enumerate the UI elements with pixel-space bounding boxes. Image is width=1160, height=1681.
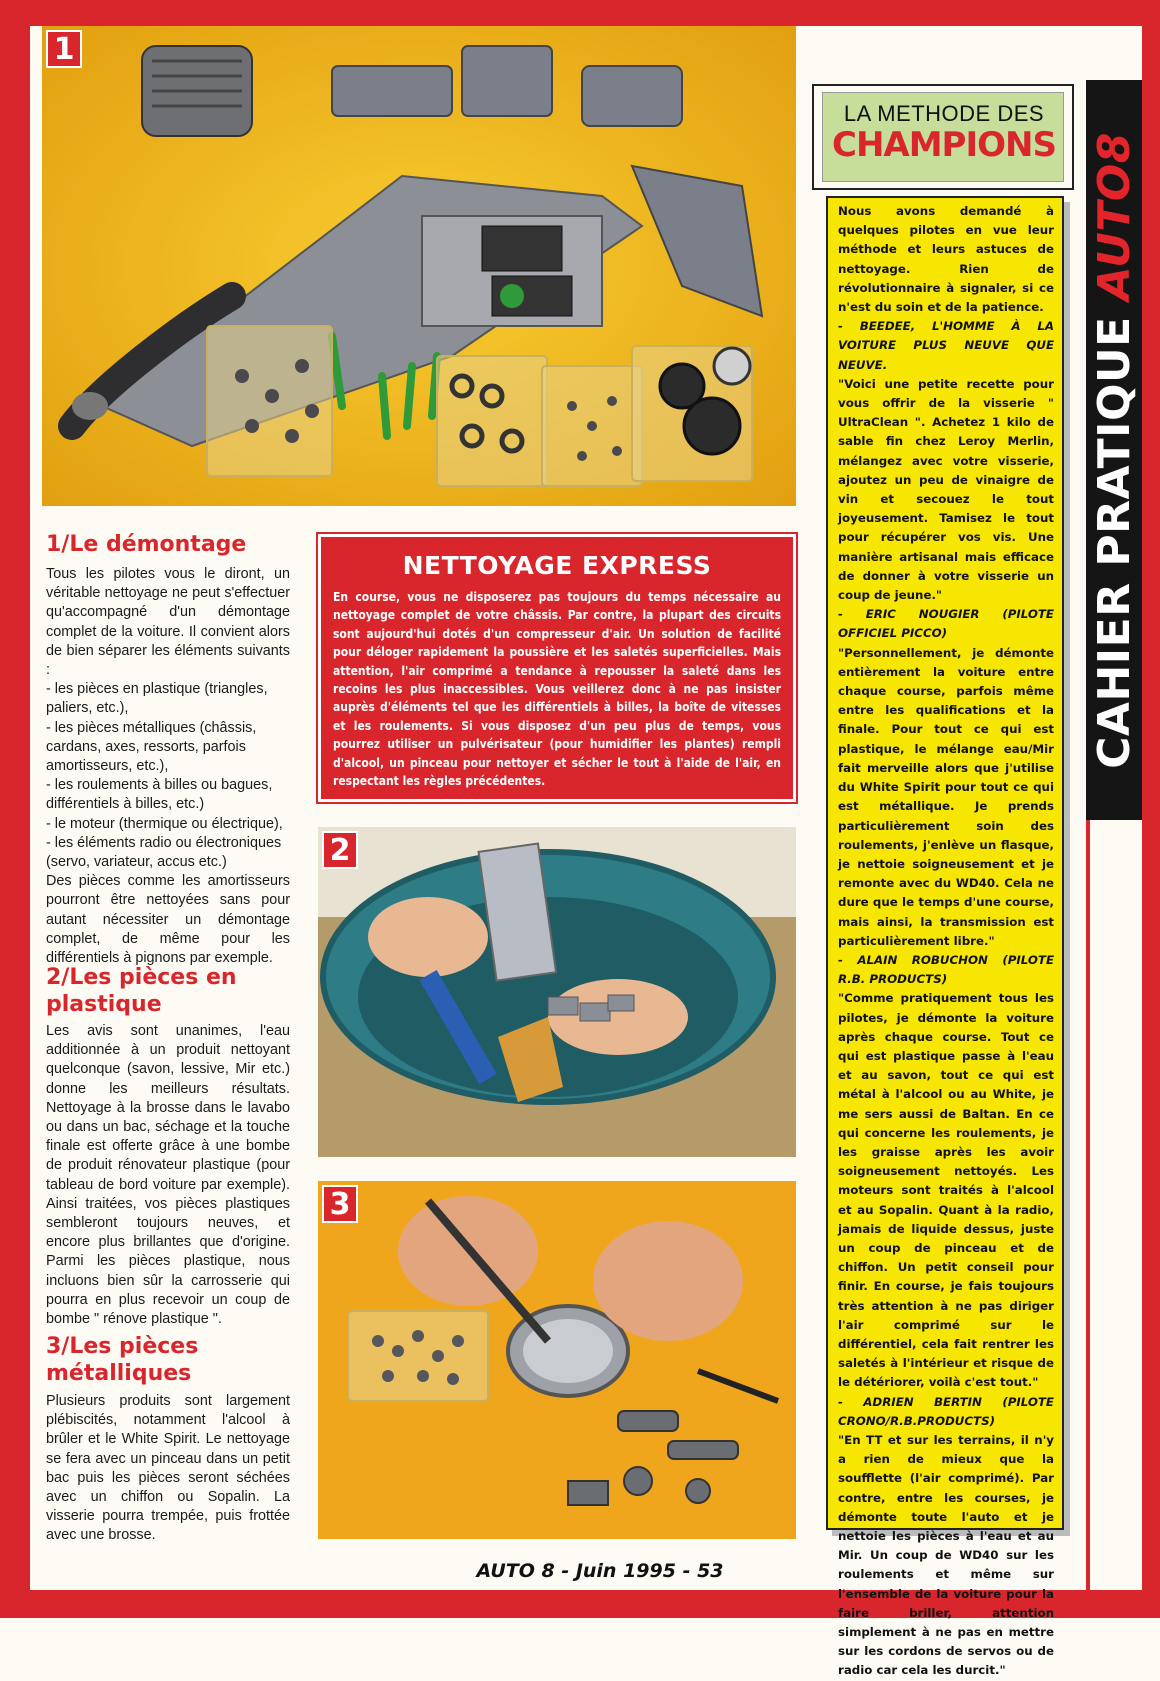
left-red-border [0,0,30,1618]
section-2-body: Les avis sont unanimes, l'eau additionnée à un produit nettoyant quelconque (savon, lessive, Mir etc.) donne les meilleurs résultats. Nettoyage à la brosse dans le lavabo ou dans un bac, séchage et la touche finale est offerte grâce à une bombe de produit rénovateur plastique (pour tableau de bord voiture par exemple). Ainsi traitées, vos pièces plastiques sembleront toujours neuves, et encore plus brillantes que d'origine. Parmi les pièces plastique, nous incluons bien sûr la carrosserie qui pourra en plus recevoir un coup de bombe " rénove plastique ". [46,1023,290,1328]
nettoyage-express-box [318,534,796,802]
express-body: En course, vous ne disposerez pas toujours du temps nécessaire au nettoyage complet de votre châssis. Par contre, la plupart des circuits sont aujourd'hui dotés d'un compresseur d'air. Un solution de facilité pour déloger rapidement la poussière et les saletés superficielles. Mais attention, l'air comprimé a tendance à repousser la saleté dans les recoins les plus inaccessibles. Vous veillerez donc à ne pas insister auprès d'éléments tel que les différentiels à billes, la boîte de vitesses et les roulements. Si vous disposez d'un peu plus de temps, vous pourrez utiliser un pulvérisateur (pour humidifier les plantes) rempli d'alcool, un pinceau pour nettoyer et sécher le tout à l'aide de l'air, en respectant les règles précédentes. [333,590,781,789]
express-title: NETTOYAGE EXPRESS [402,551,712,580]
section-1-item: - les roulements à billes ou bagues, différentiels à billes, etc.) [46,777,273,813]
pilot-3-quote: "Comme pratiquement tous les pilotes, je démonte la voiture après chaque course. Tout ce qui est plastique passe à l'eau et au savon, tout ce qui est métal à l'alcool ou au White, je me sers aussi de Baltan. En ce qui concerne les roulements, je les graisse après les avoir soigneusement nettoyés. Les moteurs sont traités à l'alcool et au Sopalin. Quant à la radio, jamais de liquide dessus, juste un coup de pinceau et de chiffon. Un petit conseil pour finir. En course, je fais toujours très attention à ne pas diriger l'air comprimé sur le différentiel, cela fait rentrer les saletés à l'intérieur et risque de le détériorer, voilà c'est tout." [838,991,1054,1390]
side-title-brand: AUTO8 [1088,131,1140,300]
photo-disassembled-parts [42,26,796,506]
champions-title-line2: CHAMPIONS [832,125,1056,165]
section-1-item: - le moteur (thermique ou électrique), [46,815,283,832]
pilot-4-heading: - ADRIEN BERTIN (PILOTE CRONO/R.B.PRODUCTS) [838,1394,1054,1428]
bucket-illustration [318,827,796,1157]
side-title [1086,80,1142,820]
photo-3-badge: 3 [322,1185,358,1223]
section-1-item: - les éléments radio ou électroniques (servo, variateur, accus etc.) [46,834,282,871]
metal-parts-illustration [318,1181,796,1539]
section-1-tail: Des pièces comme les amortisseurs pourront être nettoyées sans pour autant nécessiter un démontage complet, de même pour les différentiels à pignons par exemple. [46,873,290,967]
section-1-heading: 1/Le démontage [46,532,247,557]
pilot-3-heading: - ALAIN ROBUCHON (PILOTE R.B. PRODUCTS) [838,952,1054,987]
section-2-heading: 2/Les pièces en plastique [46,965,237,1017]
side-title-main: CAHIER PRATIQUE [1088,299,1140,769]
right-red-border [1142,0,1160,1618]
section-1-item: - les pièces métalliques (châssis, cardans, axes, ressorts, parfois amortisseurs, etc.), [46,719,257,775]
top-red-border [0,0,1160,26]
side-strip [1086,820,1142,1590]
pilot-2-heading: - ERIC NOUGIER (PILOTE OFFICIEL PICCO) [838,607,1054,641]
champions-intro: Nous avons demandé à quelques pilotes en vue leur méthode et leurs astuces de nettoyage. Rien de révolutionnaire à signaler, si ce n'est du soin et de la patience. [838,204,1054,315]
photo-cleaning-metal [318,1181,796,1539]
section-1-body [46,565,290,968]
pilot-1-quote: "Voici une petite recette pour vous offrir de la visserie " UltraClean ". Achetez 1 kilo de sable fin chez Leroy Merlin, mélangez avec votre visserie, ajoutez un peu de vinaigre de vin et secouez le tout joyeusement. Tamisez le tout pour récupérer vos vis. Une manière artisanal mais efficace de donner à votre visserie un coup de jeune." [838,376,1054,603]
champions-title-line1: LA METHODE DES [843,101,1045,126]
champions-title-box [812,84,1074,190]
parts-illustration [42,26,796,506]
pilot-2-quote: "Personnellement, je démonte entièrement la voiture entre chaque course, parfois même entre les qualifications et la finale. Pour tout ce qui est plastique, le mélange eau/Mir fait merveille alors que j'utilise du White Spirit pour tout ce qui est métallique. Je prends particulièrement soin des roulements, j'enlève un flasque, je nettoie soigneusement et je remonte avec du WD40. Cela ne dure que le temps d'une course, mais ainsi, la transmission est particulièrement libre." [838,645,1054,948]
section-1-item: - les pièces en plastique (triangles, paliers, etc.), [46,681,268,717]
photo-cleaning-bucket [318,827,796,1157]
pilot-4-quote: "En TT et sur les terrains, il n'y a rien de mieux que la soufflette (l'air comprimé). Par contre, entre les courses, je démonte toute l'auto et je nettoie les pièces à l'eau et au Mir. Un coup de WD40 sur les roulements et même sur l'ensemble de la voiture pour la faire briller, attention simplement à ne pas en mettre sur les cordons de servos ou de radio car cela les durcit." [838,1433,1054,1678]
section-3-body: Plusieurs produits sont largement plébiscités, notamment l'alcool à brûler et le White Spirit. Le nettoyage se fera avec un pinceau dans un petit bac puis les pièces seront séchées avec un chiffon ou Sopalin. La visserie pourra trempée, puis frottée avec une brosse. [46,1393,290,1544]
champions-text [838,202,1054,1681]
section-3-heading: 3/Les pièces métalliques [46,1334,199,1386]
photo-1-badge: 1 [46,30,82,68]
section-1-intro: Tous les pilotes vous le diront, un véritable nettoyage ne peut s'effectuer qu'accompagné d'un démontage complet de la voiture. Il convient alors de bien séparer les éléments suivants : [46,566,290,679]
champions-text-box [826,196,1064,1678]
page-footer: AUTO 8 - Juin 1995 - 53 [476,1560,724,1582]
photo-2-badge: 2 [322,831,358,869]
champions-title-inner [822,92,1064,182]
pilot-1-heading: - BEEDEE, L'HOMME À LA VOITURE PLUS NEUVE QUE NEUVE. [838,319,1054,372]
